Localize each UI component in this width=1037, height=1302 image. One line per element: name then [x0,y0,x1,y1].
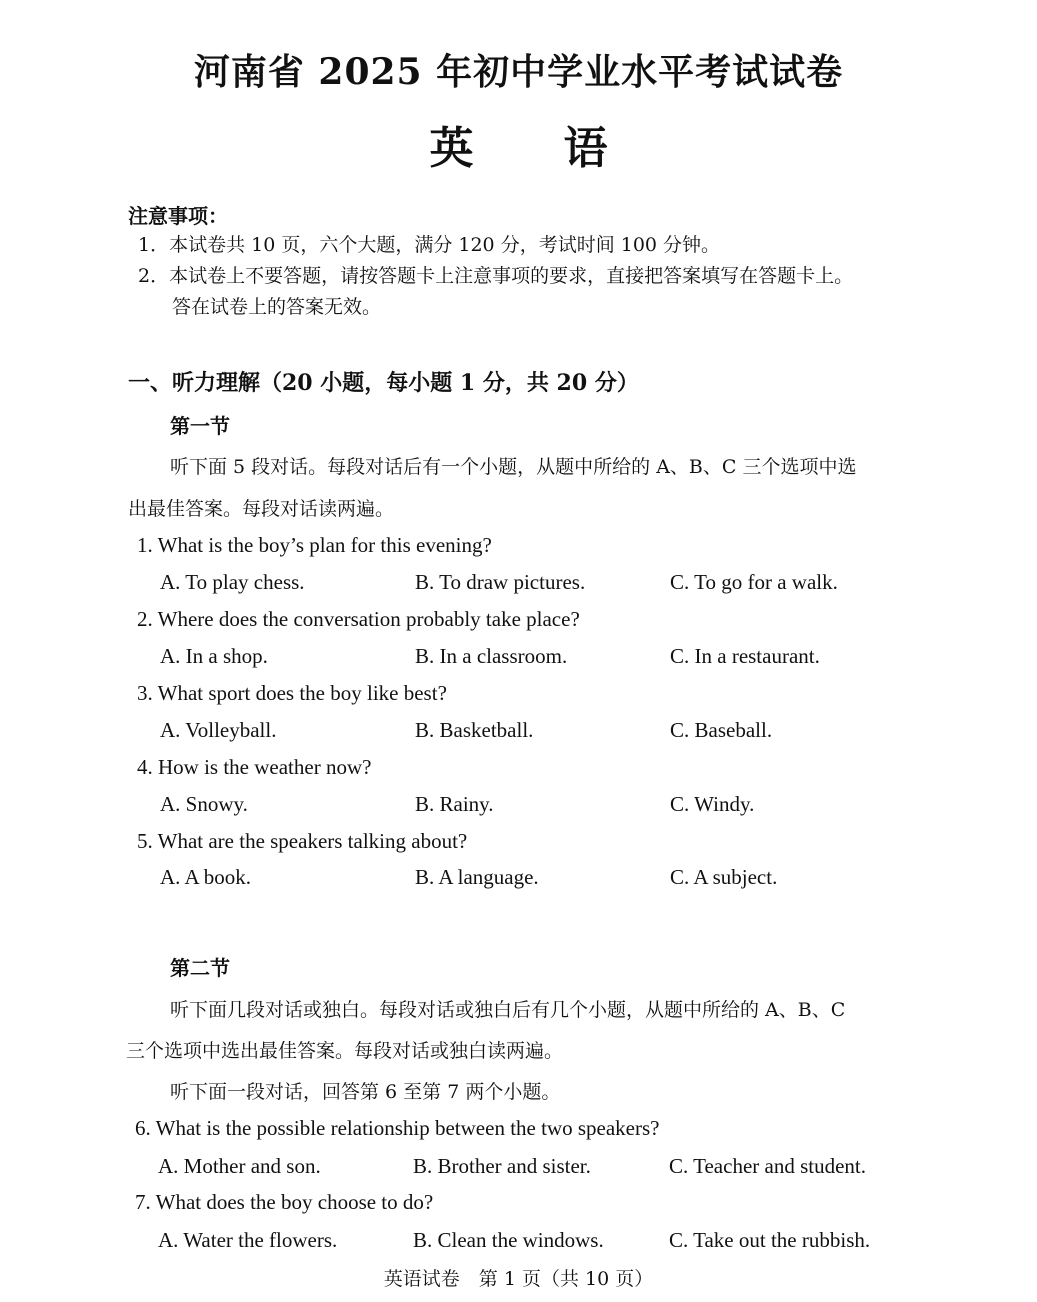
question-1-option-c: C. To go for a walk. [670,570,838,594]
notice-heading: 注意事项： [128,204,228,228]
question-3-option-a: A. Volleyball. [160,718,277,742]
question-2: 2. Where does the conversation probably take place? [137,607,580,631]
question-7-option-c: C. Take out the rubbish. [669,1228,871,1252]
notice-item-2-cont: 答在试卷上的答案无效。 [172,296,382,318]
question-7: 7. What does the boy choose to do? [135,1190,434,1214]
part-2-instruction-1: 听下面几段对话或独白。每段对话或独白后有几个小题，从题中所给的 A、B、C [170,999,846,1021]
part-2-instruction-2: 三个选项中选出最佳答案。每段对话或独白读两遍。 [126,1040,564,1062]
question-2-option-b: B. In a classroom. [415,644,568,668]
question-5-option-c: C. A subject. [670,865,778,889]
question-1-option-b: B. To draw pictures. [415,570,586,594]
question-5: 5. What are the speakers talking about? [137,829,468,853]
section-1-heading: 一、听力理解（20 小题，每小题 1 分，共 20 分） [128,370,639,396]
question-4-option-a: A. Snowy. [160,792,248,816]
question-2-option-c: C. In a restaurant. [670,644,820,668]
question-1: 1. What is the boy’s plan for this evening? [137,533,492,557]
question-5-option-b: B. A language. [415,865,539,889]
question-2-option-a: A. In a shop. [160,644,268,668]
question-5-option-a: A. A book. [160,865,252,889]
question-4-option-b: B. Rainy. [415,792,494,816]
page-footer: 英语试卷 第 1 页（共 10 页） [383,1268,654,1290]
question-7-option-a: A. Water the flowers. [158,1228,338,1252]
notice-item-2: 2．本试卷上不要答题，请按答题卡上注意事项的要求，直接把答案填写在答题卡上。 [138,265,854,287]
notice-item-1: 1．本试卷共 10 页，六个大题，满分 120 分，考试时间 100 分钟。 [138,234,721,256]
subject-title: 英语 [429,123,698,174]
question-6: 6. What is the possible relationship between the two speakers? [135,1116,660,1140]
part-2-sub-instruction: 听下面一段对话，回答第 6 至第 7 两个小题。 [170,1081,561,1103]
part-1-instruction-1: 听下面 5 段对话。每段对话后有一个小题，从题中所给的 A、B、C 三个选项中选 [170,456,857,478]
part-1-instruction-2: 出最佳答案。每段对话读两遍。 [128,498,395,520]
question-4-option-c: C. Windy. [670,792,755,816]
question-4: 4. How is the weather now? [137,755,372,779]
exam-title: 河南省 2025 年初中学业水平考试试卷 [193,51,844,93]
question-3: 3. What sport does the boy like best? [137,681,447,705]
question-6-option-b: B. Brother and sister. [413,1154,591,1178]
question-6-option-a: A. Mother and son. [158,1154,321,1178]
question-3-option-c: C. Baseball. [670,718,773,742]
question-7-option-b: B. Clean the windows. [413,1228,604,1252]
question-6-option-c: C. Teacher and student. [669,1154,866,1178]
question-1-option-a: A. To play chess. [160,570,305,594]
part-2-heading: 第二节 [170,956,230,980]
part-1-heading: 第一节 [170,414,230,438]
question-3-option-b: B. Basketball. [415,718,534,742]
